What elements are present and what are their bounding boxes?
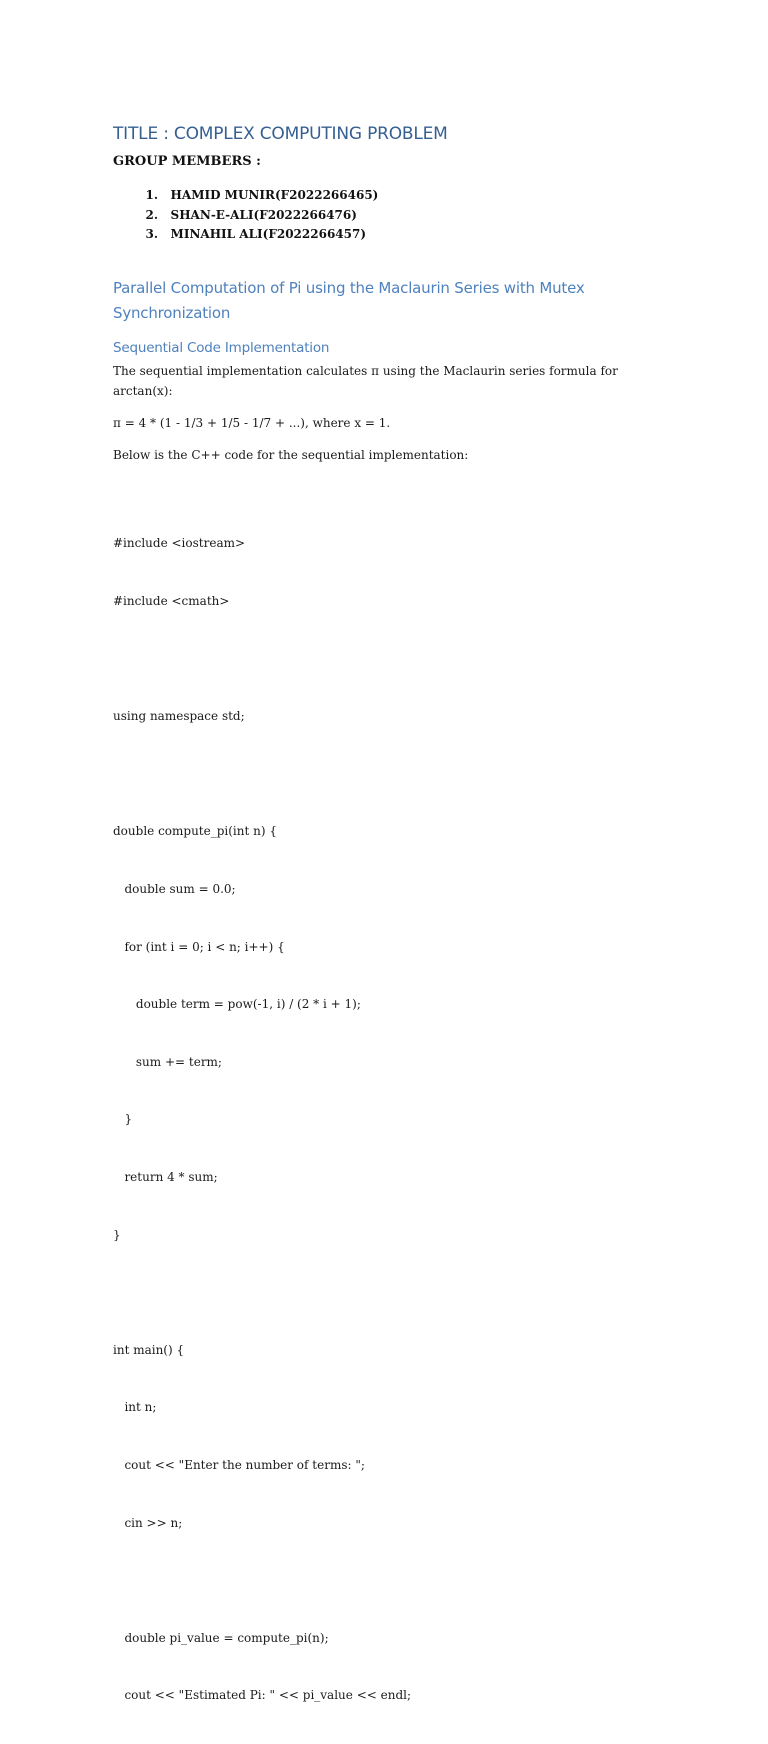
code-line: cout << "Estimated Pi: " << pi_value << endl; [113,1688,412,1703]
code-block [113,496,411,1744]
code-line: double pi_value = compute_pi(n); [113,1630,329,1645]
member-name: MINAHIL ALI(F2022266457) [170,227,367,241]
member-number: 3. [145,227,158,241]
code-line [113,765,411,784]
code-line: double sum = 0.0; [113,881,236,896]
code-line: int n; [113,1400,157,1415]
code-line: return 4 * sum; [113,1169,218,1184]
code-line [113,1571,411,1590]
code-line: sum += term; [113,1054,222,1069]
code-line: } [113,1112,133,1127]
code-line: } [113,1227,121,1242]
code-line: cout << "Enter the number of terms: "; [113,1457,365,1472]
code-line: int main() { [113,1342,185,1357]
document-title: TITLE : COMPLEX COMPUTING PROBLEM [113,124,448,144]
formula-paragraph: π = 4 * (1 - 1/3 + 1/5 - 1/7 + ...), where x = 1. [113,416,391,430]
code-line: for (int i = 0; i < n; i++) { [113,939,285,954]
member-item [113,206,378,226]
group-members-list [113,186,378,245]
member-number: 1. [145,188,158,202]
code-line: double term = pow(-1, i) / (2 * i + 1); [113,997,361,1012]
code-line: cin >> n; [113,1515,183,1530]
member-name: HAMID MUNIR(F2022266465) [170,188,379,202]
group-members-label: GROUP MEMBERS : [113,154,261,169]
intro-paragraph: The sequential implementation calculates π using the Maclaurin series formula for arctan(x): [113,364,618,398]
code-line: #include <iostream> [113,536,246,551]
member-item [113,225,378,245]
subsection-heading: Sequential Code Implementation [113,340,330,356]
code-line [113,1283,411,1302]
member-item [113,186,378,206]
member-number: 2. [145,207,158,222]
code-line: #include <cmath> [113,594,230,608]
code-intro-paragraph: Below is the C++ code for the sequential implementation: [113,448,469,462]
code-line: using namespace std; [113,709,245,724]
code-line [113,650,411,669]
section-heading: Parallel Computation of Pi using the Maclaurin Series with Mutex Synchronization [113,279,585,322]
code-line: double compute_pi(int n) { [113,824,277,839]
member-name: SHAN-E-ALI(F2022266476) [170,207,357,222]
